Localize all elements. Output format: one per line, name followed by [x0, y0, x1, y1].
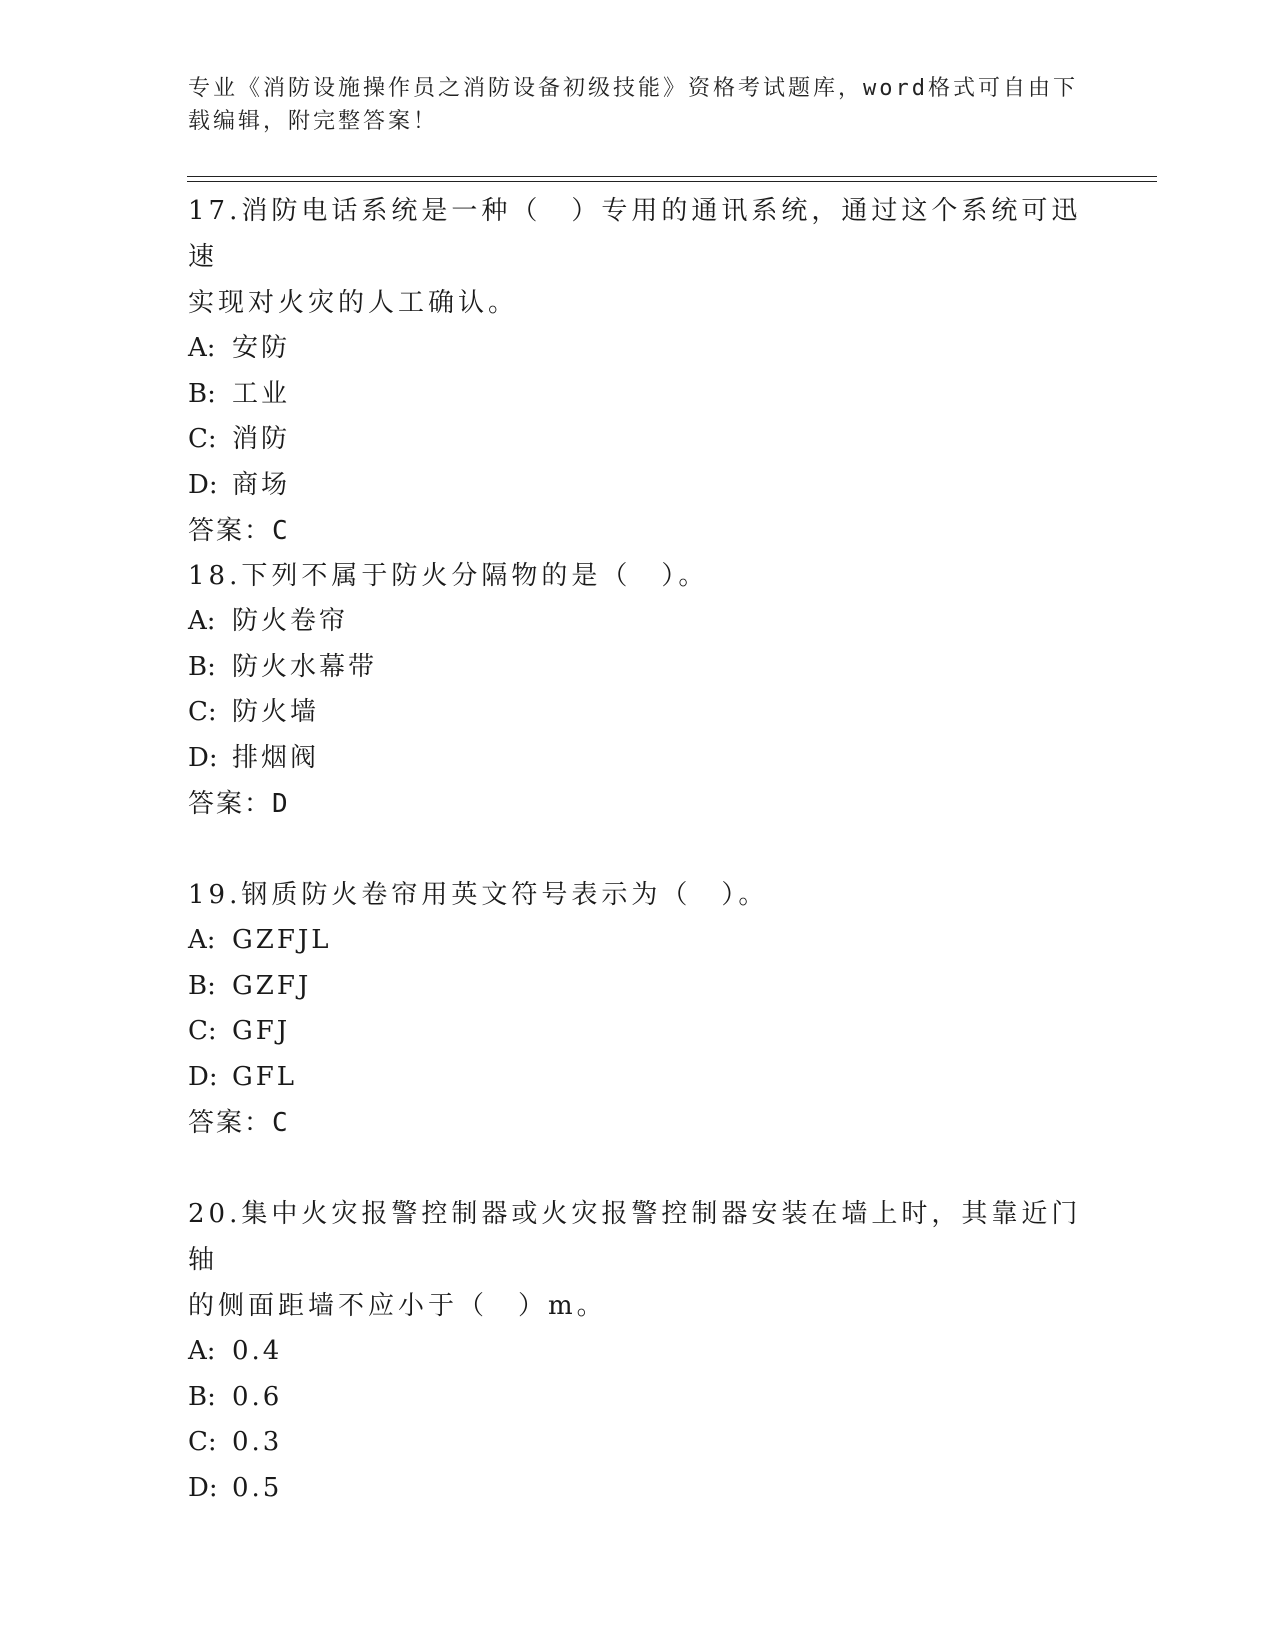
question-stem-continued: 的侧面距墙不应小于（ ）m。 — [188, 1291, 607, 1321]
answer: 答案：D — [188, 789, 290, 819]
question-stem: 18.下列不属于防火分隔物的是（ ）。 — [188, 561, 709, 591]
option-key: A: — [188, 606, 216, 636]
option-text: GZFJL — [232, 925, 332, 955]
option-key: D: — [188, 742, 218, 773]
option-key: D: — [188, 469, 218, 500]
option-key: C: — [188, 1427, 217, 1457]
option-d — [188, 1466, 1088, 1512]
option-a — [188, 1329, 1088, 1375]
option-text: 防火卷帘 — [232, 606, 349, 636]
option-a — [188, 918, 1088, 964]
question-18 — [188, 553, 1088, 827]
question-17 — [188, 188, 1088, 554]
option-c — [188, 1009, 1088, 1055]
answer: 答案：C — [188, 516, 290, 546]
option-key: A: — [188, 1336, 216, 1366]
header-line-1: 专业《消防设施操作员之消防设备初级技能》资格考试题库，word格式可自由下 — [188, 76, 1078, 101]
question-stem: 19.钢质防火卷帘用英文符号表示为（ ）。 — [188, 880, 769, 910]
option-text: 消防 — [232, 424, 291, 454]
option-text: 0.5 — [232, 1472, 283, 1503]
option-key: B: — [188, 1381, 216, 1412]
option-a — [188, 326, 1088, 372]
question-20 — [188, 1191, 1088, 1511]
question-19 — [188, 872, 1088, 1146]
header-divider-top — [187, 176, 1157, 177]
option-key: C: — [188, 424, 217, 454]
header-line-2: 载编辑，附完整答案！ — [188, 109, 439, 134]
option-key: B: — [188, 970, 216, 1001]
option-b — [188, 1375, 1088, 1421]
header-divider-bottom — [187, 181, 1157, 182]
option-key: B: — [188, 651, 216, 682]
option-text: GZFJ — [232, 970, 312, 1001]
option-d — [188, 736, 1088, 782]
question-stem: 17.消防电话系统是一种（ ）专用的通讯系统，通过这个系统可迅速 — [188, 196, 1082, 272]
option-text: 商场 — [232, 469, 291, 500]
option-key: C: — [188, 1016, 217, 1046]
option-b — [188, 964, 1088, 1010]
option-c — [188, 417, 1088, 463]
question-stem: 20.集中火灾报警控制器或火灾报警控制器安装在墙上时，其靠近门轴 — [188, 1199, 1082, 1275]
option-b — [188, 372, 1088, 418]
option-key: D: — [188, 1472, 218, 1503]
option-d — [188, 1055, 1088, 1101]
option-text: 0.4 — [232, 1336, 283, 1366]
option-text: 防火水幕带 — [232, 651, 378, 682]
option-text: 防火墙 — [232, 697, 320, 727]
option-b — [188, 645, 1088, 691]
option-a — [188, 599, 1088, 645]
question-stem-continued: 实现对火灾的人工确认。 — [188, 288, 519, 318]
option-key: A: — [188, 333, 216, 363]
option-text: GFL — [232, 1061, 298, 1092]
option-c — [188, 690, 1088, 736]
option-key: C: — [188, 697, 217, 727]
option-text: GFJ — [232, 1016, 291, 1046]
option-text: 工业 — [232, 378, 291, 409]
option-text: 排烟阀 — [232, 742, 320, 773]
option-text: 0.3 — [232, 1427, 283, 1457]
answer: 答案：C — [188, 1108, 290, 1138]
option-key: A: — [188, 925, 216, 955]
option-d — [188, 463, 1088, 509]
document-header — [188, 72, 1088, 138]
option-text: 0.6 — [232, 1381, 283, 1412]
option-key: B: — [188, 378, 216, 409]
option-c — [188, 1420, 1088, 1466]
option-key: D: — [188, 1061, 218, 1092]
option-text: 安防 — [232, 333, 291, 363]
